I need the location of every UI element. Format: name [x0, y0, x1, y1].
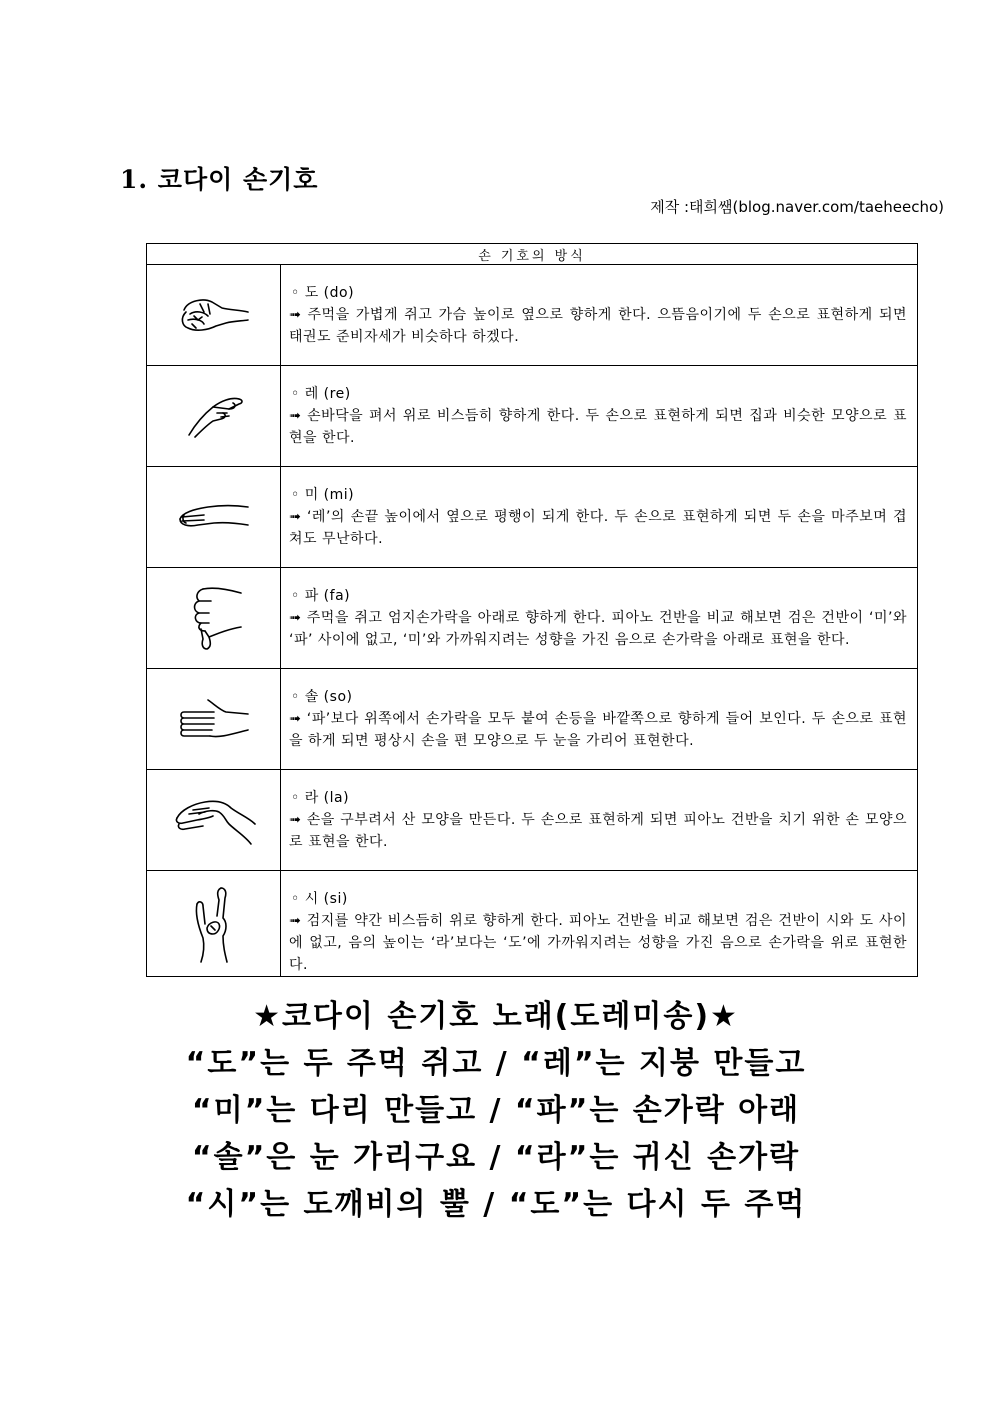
- note-description: ➟ 검지를 약간 비스듬히 위로 향하게 한다. 피아노 건반을 비교 해보면 검은 건반이 시와 도 사이에 없고, 음의 높이는 ‘라’보다는 ‘도’에 가까워지려는 성향을 가진 음으로 손가락을 위로 표현한다.: [289, 913, 907, 973]
- table-row: [147, 871, 918, 977]
- note-description: ➟ ‘파’보다 위쪽에서 손가락을 모두 붙여 손등을 바깥쪽으로 향하게 들어 보인다. 두 손으로 표현을 하게 되면 평상시 손을 편 모양으로 두 눈을 가리어 표현한다.: [289, 711, 907, 749]
- hand-image-cell: [147, 366, 281, 467]
- note-name: ◦ 파 (fa): [291, 588, 351, 604]
- song-line: “도”는 두 주먹 쥐고 / “레”는 지붕 만들고: [185, 1046, 807, 1081]
- hand-image-cell: [147, 770, 281, 871]
- hand-description-cell: [281, 467, 918, 568]
- song-block: [0, 993, 992, 1228]
- note-description: ➟ 주먹을 쥐고 엄지손가락을 아래로 향하게 한다. 피아노 건반을 비교 해보면 검은 건반이 ‘미’와 ‘파’ 사이에 없고, ‘미’와 가까워지려는 성향을 가진 음으로 손가락을 아래로 표현을 한다.: [289, 610, 907, 648]
- table-row: [147, 467, 918, 568]
- hand-re-icon: [148, 391, 279, 441]
- song-line: “솔”은 눈 가리구요 / “라”는 귀신 손가락: [191, 1140, 801, 1175]
- hand-description-cell: [281, 366, 918, 467]
- hand-description-cell: [281, 871, 918, 977]
- song-line: “시”는 도깨비의 뿔 / “도”는 다시 두 주먹: [185, 1187, 807, 1222]
- hand-image-cell: [147, 265, 281, 366]
- hand-description-cell: [281, 265, 918, 366]
- hand-description-cell: [281, 669, 918, 770]
- hand-do-icon: [148, 290, 279, 340]
- note-name: ◦ 도 (do): [291, 285, 355, 301]
- table-header-row: [147, 244, 918, 265]
- table-row: [147, 669, 918, 770]
- table-row: [147, 366, 918, 467]
- hand-image-cell: [147, 467, 281, 568]
- note-name: ◦ 솔 (so): [291, 689, 353, 705]
- hand-description-cell: [281, 568, 918, 669]
- note-name: ◦ 미 (mi): [291, 487, 355, 503]
- table-row: [147, 568, 918, 669]
- table-header: 손 기호의 방식: [147, 244, 918, 265]
- page-title: 1. 코다이 손기호: [120, 165, 319, 194]
- table-row: [147, 770, 918, 871]
- song-title: ★코다이 손기호 노래(도레미송)★: [253, 999, 739, 1034]
- hand-image-cell: [147, 568, 281, 669]
- note-description: ➟ 손을 구부려서 산 모양을 만든다. 두 손으로 표현하게 되면 피아노 건반을 치기 위한 손 모양으로 표현을 한다.: [289, 812, 907, 850]
- note-description: ➟ 손바닥을 펴서 위로 비스듬히 향하게 한다. 두 손으로 표현하게 되면 집과 비슷한 모양으로 표현을 한다.: [289, 408, 907, 446]
- note-description: ➟ 주먹을 가볍게 쥐고 가슴 높이로 옆으로 향하게 한다. 으뜸음이기에 두 손으로 표현하게 되면 태권도 준비자세가 비슷하다 하겠다.: [289, 307, 907, 345]
- hand-si-icon: [148, 884, 279, 964]
- note-name: ◦ 시 (si): [291, 891, 348, 907]
- note-name: ◦ 라 (la): [291, 790, 350, 806]
- note-name: ◦ 레 (re): [291, 386, 351, 402]
- hand-description-cell: [281, 770, 918, 871]
- hand-image-cell: [147, 669, 281, 770]
- credit-line: 제작 :태희쌤(blog.naver.com/taeheecho): [650, 198, 944, 216]
- hand-image-cell: [147, 871, 281, 977]
- note-description: ➟ ‘레’의 손끝 높이에서 옆으로 평행이 되게 한다. 두 손으로 표현하게 되면 두 손을 마주보며 겹쳐도 무난하다.: [289, 509, 907, 547]
- table-row: [147, 265, 918, 366]
- hand-sign-table: [146, 243, 918, 977]
- hand-mi-icon: [148, 497, 279, 537]
- hand-fa-icon: [148, 583, 279, 653]
- hand-la-icon: [148, 790, 279, 850]
- song-line: “미”는 다리 만들고 / “파”는 손가락 아래: [191, 1093, 801, 1128]
- hand-so-icon: [148, 694, 279, 744]
